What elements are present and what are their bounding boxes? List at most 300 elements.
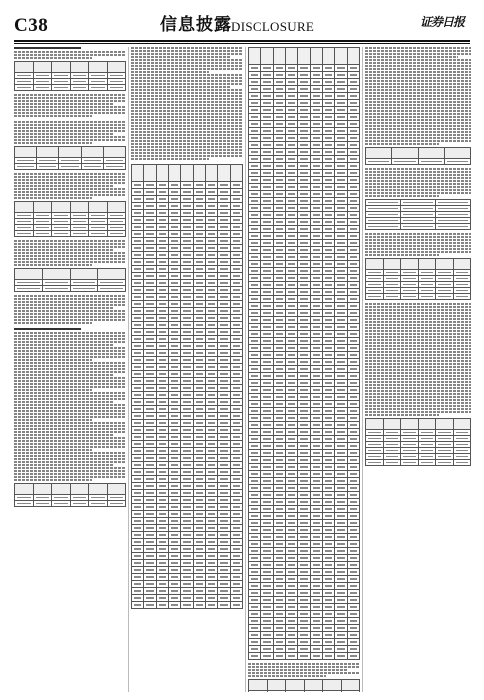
body-text-line [131, 83, 243, 85]
table-cell [144, 427, 156, 434]
table-cell [310, 625, 322, 632]
table-cell [218, 189, 230, 196]
table-cell [347, 317, 359, 324]
table-cell [347, 464, 359, 471]
table-cell [347, 534, 359, 541]
table-cell [249, 436, 261, 443]
table-cell [335, 646, 347, 653]
table-cell [285, 156, 297, 163]
table-cell [310, 93, 322, 100]
text-heading [14, 328, 81, 330]
table-cell [193, 203, 205, 210]
table-cell [261, 408, 273, 415]
table-cell [156, 427, 168, 434]
table-cell [347, 142, 359, 149]
table-row [249, 380, 360, 387]
table-cell [335, 128, 347, 135]
table-cell [181, 189, 193, 196]
table-cell [273, 177, 285, 184]
table-row [132, 308, 243, 315]
table-cell [249, 275, 261, 282]
table-cell [335, 604, 347, 611]
table-cell [335, 429, 347, 436]
table-cell [230, 287, 242, 294]
body-text-line [14, 479, 92, 481]
table-row [249, 485, 360, 492]
table-cell [193, 427, 205, 434]
table-cell [322, 177, 334, 184]
table-cell [168, 581, 180, 588]
table-cell [335, 163, 347, 170]
table-cell [156, 448, 168, 455]
table-cell [249, 163, 261, 170]
table-cell [181, 301, 193, 308]
body-text-line [14, 332, 126, 334]
table-cell [261, 48, 273, 65]
body-text-line [365, 65, 471, 67]
table-cell [298, 499, 310, 506]
body-text-line [365, 309, 471, 311]
table-cell [168, 539, 180, 546]
table-cell [285, 534, 297, 541]
table-cell [310, 450, 322, 457]
table-cell [285, 541, 297, 548]
table-row [132, 469, 243, 476]
body-text-line [365, 128, 471, 130]
table-cell [322, 198, 334, 205]
table-cell [261, 233, 273, 240]
body-text-line [365, 168, 471, 170]
table-cell [310, 303, 322, 310]
table-cell [335, 548, 347, 555]
table-cell [322, 135, 334, 142]
table-cell [335, 107, 347, 114]
table-cell [347, 520, 359, 527]
table-cell [156, 231, 168, 238]
table-cell [249, 422, 261, 429]
table-cell [249, 555, 261, 562]
table-cell [347, 548, 359, 555]
table-row [249, 569, 360, 576]
table-cell [261, 149, 273, 156]
table-cell [230, 294, 242, 301]
table-cell [310, 359, 322, 366]
table-cell [322, 226, 334, 233]
table-cell [168, 448, 180, 455]
table-cell [193, 357, 205, 364]
table-cell [218, 574, 230, 581]
table-cell [181, 476, 193, 483]
large-data-table [248, 47, 360, 660]
table-row [132, 441, 243, 448]
table-cell [205, 532, 217, 539]
table-cell [132, 189, 144, 196]
table-cell [347, 310, 359, 317]
table-cell [298, 527, 310, 534]
table-cell [298, 86, 310, 93]
table-cell [218, 490, 230, 497]
table-cell [168, 210, 180, 217]
table-cell [347, 100, 359, 107]
table-cell [335, 226, 347, 233]
table-cell [273, 289, 285, 296]
table-header-row [132, 165, 243, 182]
table-cell [218, 182, 230, 189]
table-cell [168, 350, 180, 357]
table-cell [144, 441, 156, 448]
body-text-line [14, 112, 126, 114]
table-cell [193, 462, 205, 469]
table-cell [310, 338, 322, 345]
table-cell [322, 352, 334, 359]
table-cell [181, 525, 193, 532]
body-text-line [14, 130, 126, 132]
table-cell [181, 399, 193, 406]
table-cell [310, 555, 322, 562]
table-cell [273, 142, 285, 149]
table-cell [298, 450, 310, 457]
table-row [132, 476, 243, 483]
table-cell [132, 399, 144, 406]
table-cell [335, 583, 347, 590]
table-cell [144, 455, 156, 462]
table-cell [230, 210, 242, 217]
table-cell [335, 303, 347, 310]
table-cell [310, 79, 322, 86]
table-cell [230, 595, 242, 602]
table-cell [322, 107, 334, 114]
table-cell [230, 266, 242, 273]
table-cell [249, 107, 261, 114]
table-cell [168, 560, 180, 567]
table-cell [261, 401, 273, 408]
table-cell [249, 303, 261, 310]
table-cell [298, 597, 310, 604]
body-text-line [14, 301, 126, 303]
table-cell [273, 219, 285, 226]
table-cell [249, 527, 261, 534]
table-row [249, 205, 360, 212]
body-text-line [14, 443, 126, 445]
table-cell [322, 289, 334, 296]
body-text-line [131, 62, 243, 64]
table-cell [193, 399, 205, 406]
table-cell [144, 308, 156, 315]
table-cell [181, 581, 193, 588]
table-cell [322, 394, 334, 401]
table-cell [298, 149, 310, 156]
table-cell [230, 182, 242, 189]
table-cell [347, 338, 359, 345]
table-cell [298, 198, 310, 205]
table-cell [205, 469, 217, 476]
table-cell [249, 387, 261, 394]
table-cell [156, 224, 168, 231]
table-cell [249, 520, 261, 527]
table-cell [156, 504, 168, 511]
table-cell [144, 231, 156, 238]
table-cell [261, 205, 273, 212]
table-row [132, 448, 243, 455]
table-cell [230, 490, 242, 497]
body-text-line [14, 310, 126, 312]
table-cell [285, 268, 297, 275]
table-cell [193, 322, 205, 329]
table-cell [347, 583, 359, 590]
table-cell [193, 266, 205, 273]
body-text-line [131, 68, 243, 70]
table-cell [310, 289, 322, 296]
body-text-line [14, 344, 113, 346]
body-text-line [131, 140, 243, 142]
body-text-line [14, 298, 126, 300]
table-row [132, 238, 243, 245]
column-1 [14, 47, 126, 692]
body-text-line [365, 402, 471, 404]
table-cell [230, 308, 242, 315]
table-cell [156, 294, 168, 301]
table-cell [168, 231, 180, 238]
table-cell [181, 273, 193, 280]
table-cell [156, 364, 168, 371]
table-cell [156, 182, 168, 189]
table-cell [218, 420, 230, 427]
table-cell [322, 275, 334, 282]
body-text-line [365, 186, 471, 188]
table-cell [261, 338, 273, 345]
table-cell [132, 322, 144, 329]
table-cell [230, 196, 242, 203]
data-table [14, 268, 126, 292]
table-cell [156, 406, 168, 413]
column-2 [131, 47, 243, 692]
table-cell [249, 443, 261, 450]
table-cell [193, 252, 205, 259]
table-cell [193, 483, 205, 490]
table-cell [335, 331, 347, 338]
table-cell [168, 406, 180, 413]
table-cell [285, 177, 297, 184]
table-cell [249, 338, 261, 345]
table-row [132, 343, 243, 350]
table-cell [261, 527, 273, 534]
body-text-line [131, 71, 209, 73]
body-text-line [365, 140, 471, 142]
table-row [132, 427, 243, 434]
table-cell [273, 65, 285, 72]
table-cell [298, 415, 310, 422]
table-cell [261, 275, 273, 282]
body-text-line [14, 261, 126, 263]
table-cell [261, 219, 273, 226]
table-cell [156, 238, 168, 245]
table-cell [261, 450, 273, 457]
table-cell [347, 625, 359, 632]
table-cell [347, 205, 359, 212]
table-cell [322, 317, 334, 324]
table-cell [310, 499, 322, 506]
table-cell [322, 48, 334, 65]
table-cell [218, 238, 230, 245]
table-cell [218, 252, 230, 259]
table-cell [249, 352, 261, 359]
table-cell [285, 646, 297, 653]
table-cell [144, 259, 156, 266]
table-cell [322, 366, 334, 373]
table-cell [273, 394, 285, 401]
table-cell [132, 336, 144, 343]
table-cell [322, 310, 334, 317]
header-rule-thick [14, 40, 470, 42]
table-cell [230, 259, 242, 266]
body-text-line [131, 110, 243, 112]
table-cell [310, 296, 322, 303]
table-cell [218, 165, 230, 182]
table-cell [144, 434, 156, 441]
table-cell [181, 371, 193, 378]
table-cell [230, 567, 242, 574]
table-row [249, 478, 360, 485]
body-text-line [14, 377, 126, 379]
body-text-line [365, 236, 471, 238]
table-row [132, 455, 243, 462]
table-cell [249, 653, 261, 660]
table-cell [261, 114, 273, 121]
table-cell [298, 107, 310, 114]
table-cell [298, 548, 310, 555]
table-cell [285, 632, 297, 639]
table-cell [205, 504, 217, 511]
table-cell [347, 282, 359, 289]
table-cell [273, 296, 285, 303]
data-table [365, 418, 471, 466]
table-cell [193, 567, 205, 574]
table-row [249, 100, 360, 107]
table-cell [218, 273, 230, 280]
table-cell [273, 618, 285, 625]
table-cell [310, 562, 322, 569]
table-cell [273, 415, 285, 422]
table-cell [285, 443, 297, 450]
table-cell [285, 184, 297, 191]
table-cell [193, 413, 205, 420]
body-text-line [365, 333, 471, 335]
table-cell [230, 441, 242, 448]
body-text-line [14, 176, 126, 178]
table-cell [168, 511, 180, 518]
table-cell [168, 165, 180, 182]
table-cell [273, 170, 285, 177]
table-cell [193, 441, 205, 448]
table-cell [205, 413, 217, 420]
table-cell [322, 86, 334, 93]
table-cell [335, 310, 347, 317]
table-cell [144, 504, 156, 511]
body-text-line [365, 399, 471, 401]
table-cell [156, 357, 168, 364]
table-cell [347, 380, 359, 387]
body-text-line [365, 342, 471, 344]
table-cell [249, 506, 261, 513]
table-cell [310, 352, 322, 359]
table-cell [230, 525, 242, 532]
table-cell [261, 464, 273, 471]
table-cell [298, 282, 310, 289]
body-text-line [131, 155, 243, 157]
table-cell [285, 408, 297, 415]
table-cell [322, 499, 334, 506]
body-text-line [365, 80, 471, 82]
table-cell [273, 520, 285, 527]
body-text-line [365, 89, 471, 91]
table-cell [144, 217, 156, 224]
body-text-line [365, 174, 471, 176]
body-text-line [14, 258, 126, 260]
table-cell [298, 93, 310, 100]
table-cell [310, 198, 322, 205]
table-cell [310, 429, 322, 436]
table-cell [298, 156, 310, 163]
table-row [249, 345, 360, 352]
body-text-line [14, 139, 126, 141]
body-text-line [365, 306, 471, 308]
table-cell [261, 352, 273, 359]
table-row [249, 72, 360, 79]
body-text-line [365, 345, 471, 347]
table-cell [285, 548, 297, 555]
table-cell [335, 205, 347, 212]
table-cell [193, 490, 205, 497]
table-cell [261, 345, 273, 352]
table-row [132, 315, 243, 322]
table-row [249, 289, 360, 296]
table-cell [132, 371, 144, 378]
table-cell [285, 219, 297, 226]
table-row [132, 259, 243, 266]
table-cell [322, 534, 334, 541]
table-row [249, 471, 360, 478]
table-row [249, 443, 360, 450]
table-cell [273, 128, 285, 135]
table-cell [156, 399, 168, 406]
table-cell [249, 541, 261, 548]
table-cell [322, 233, 334, 240]
table-cell [261, 282, 273, 289]
table-cell [181, 322, 193, 329]
table-cell [273, 590, 285, 597]
table-cell [261, 653, 273, 660]
table-cell [181, 182, 193, 189]
table-cell [298, 604, 310, 611]
table-cell [205, 357, 217, 364]
table-cell [230, 322, 242, 329]
table-cell [205, 546, 217, 553]
table-cell [181, 245, 193, 252]
body-text-line [131, 107, 243, 109]
table-cell [335, 436, 347, 443]
table-row [132, 217, 243, 224]
table-cell [205, 238, 217, 245]
table-cell [298, 121, 310, 128]
table-cell [144, 483, 156, 490]
table-cell [230, 364, 242, 371]
table-cell [261, 310, 273, 317]
table-cell [230, 560, 242, 567]
table-cell [273, 611, 285, 618]
table-cell [335, 415, 347, 422]
table-row [132, 350, 243, 357]
table-row [249, 324, 360, 331]
